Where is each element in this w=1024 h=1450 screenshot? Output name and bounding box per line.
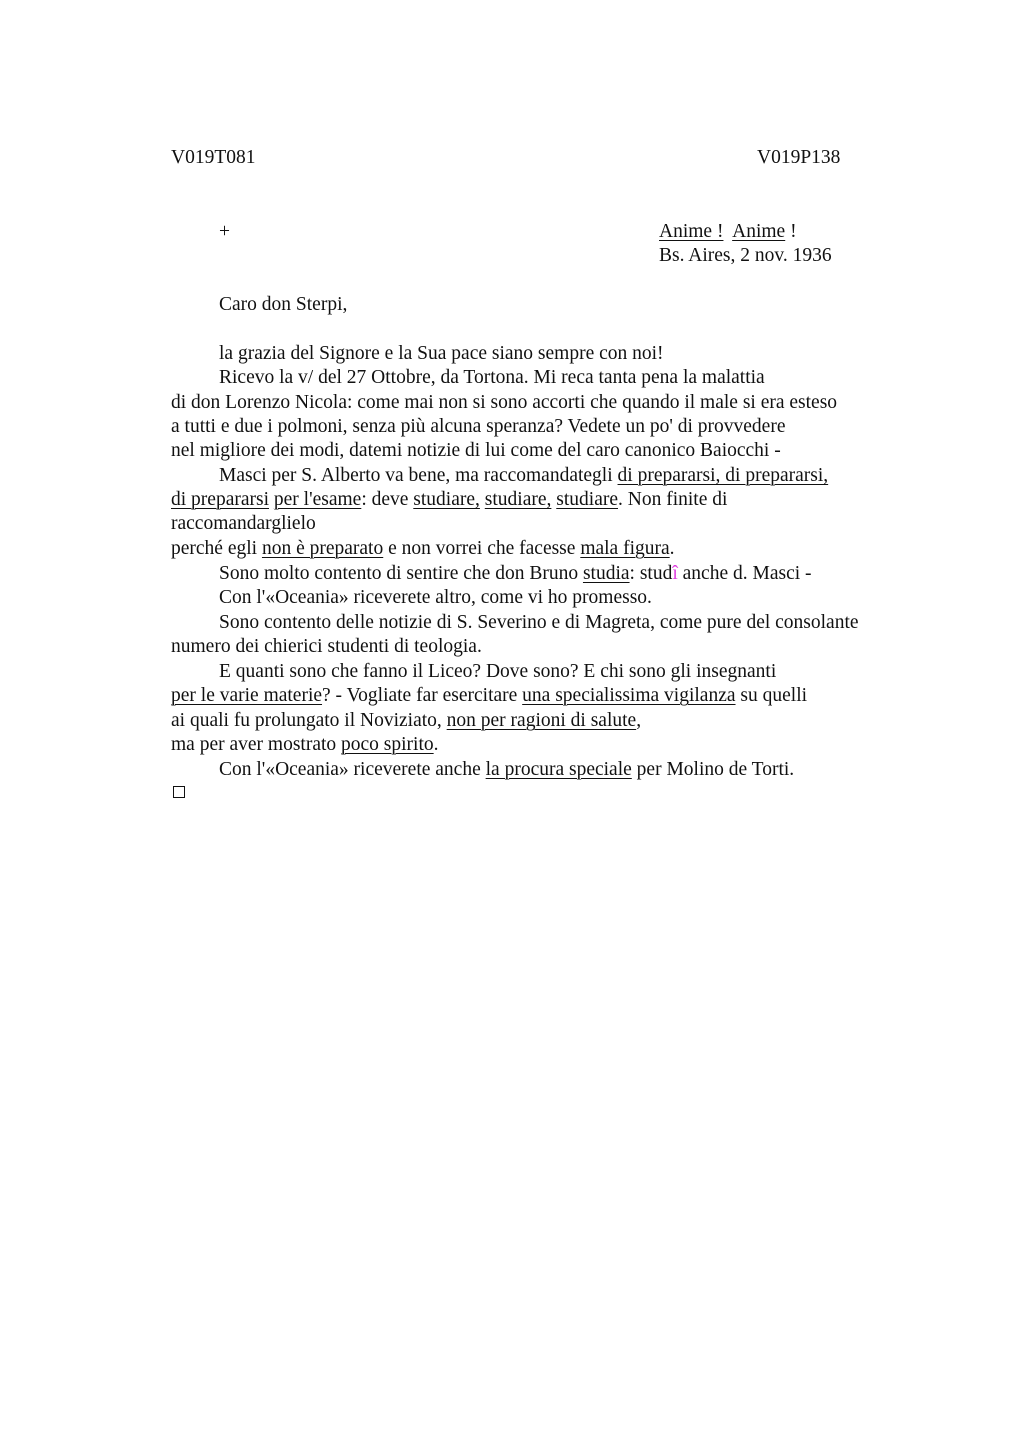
end-box-icon xyxy=(173,786,185,799)
body-line-9-text-1: perché egli xyxy=(171,538,262,559)
document-code-right: V019P138 xyxy=(757,147,841,168)
document-code-left: V019T081 xyxy=(171,147,256,168)
body-line-4: a tutti e due i polmoni, senza più alcuna speranza? Vedete un po' di provvedere xyxy=(171,416,786,437)
body-line-2: Ricevo la v/ del 27 Ottobre, da Tortona. Mi reca tanta pena la malattia xyxy=(219,367,765,388)
body-line-15-text-1: ? - Vogliate far esercitare xyxy=(322,685,523,706)
body-line-7-underlined-5: studiare xyxy=(556,489,618,510)
body-line-6-text: Masci per S. Alberto va bene, ma raccomandategli xyxy=(219,465,618,486)
body-line-7-text-1: : deve xyxy=(361,489,414,510)
body-line-5: nel migliore dei modi, datemi notizie di lui come del caro canonico Baiocchi - xyxy=(171,440,781,461)
body-line-12: Sono contento delle notizie di S. Severino e di Magreta, come pure del consolante xyxy=(219,612,859,633)
body-line-16-underlined: non per ragioni di salute xyxy=(446,710,637,731)
body-line-18-underlined: la procura speciale xyxy=(485,759,632,780)
body-line-17-underlined: poco spirito xyxy=(341,734,434,755)
motto-part-1: Anime ! xyxy=(659,221,724,242)
body-line-9-underlined-2: mala figura xyxy=(580,538,670,559)
body-line-7-underlined-2: per l'esame xyxy=(273,489,362,510)
place-date: Bs. Aires, 2 nov. 1936 xyxy=(659,245,832,266)
body-line-16 xyxy=(171,709,641,733)
body-line-7-text-2: . Non finite di xyxy=(618,489,728,510)
salutation: Caro don Sterpi, xyxy=(219,294,348,315)
body-line-18 xyxy=(219,758,794,782)
body-line-10-text-3: anche d. Masci - xyxy=(677,563,812,584)
body-line-10-text-2: : stud xyxy=(629,563,673,584)
motto xyxy=(659,220,797,244)
body-line-3: di don Lorenzo Nicola: come mai non si sono accorti che quando il male si era esteso xyxy=(171,392,838,413)
body-line-9-underlined-1: non è preparato xyxy=(261,538,384,559)
body-line-15 xyxy=(171,684,807,708)
body-line-7 xyxy=(171,488,727,512)
body-line-17-text-1: ma per aver mostrato xyxy=(171,734,342,755)
body-line-16-text-2: , xyxy=(636,710,642,731)
body-line-10-text-1: Sono molto contento di sentire che don Bruno xyxy=(219,563,583,584)
body-line-1: la grazia del Signore e la Sua pace siano sempre con noi! xyxy=(219,343,664,364)
highlighted-character: î xyxy=(672,563,678,584)
body-line-10 xyxy=(219,562,812,586)
motto-part-2: Anime xyxy=(732,221,786,242)
body-line-9 xyxy=(171,537,675,561)
body-line-10-underlined: studia xyxy=(582,563,630,584)
body-line-15-underlined-2: una specialissima vigilanza xyxy=(522,685,736,706)
motto-part-3: ! xyxy=(790,221,797,242)
body-line-6 xyxy=(219,464,828,488)
body-line-7-underlined-4: studiare, xyxy=(484,489,552,510)
body-line-17-text-2: . xyxy=(433,734,439,755)
body-line-15-underlined-1: per le varie materie xyxy=(171,685,323,706)
body-line-14: E quanti sono che fanno il Liceo? Dove sono? E chi sono gli insegnanti xyxy=(219,661,777,682)
body-line-13: numero dei chierici studenti di teologia. xyxy=(171,636,482,657)
body-line-18-text-1: Con l'«Oceania» riceverete anche xyxy=(219,759,486,780)
body-line-15-text-2: su quelli xyxy=(735,685,808,706)
body-line-9-text-3: . xyxy=(669,538,675,559)
cross-symbol: + xyxy=(219,221,230,242)
body-line-9-text-2: e non vorrei che facesse xyxy=(383,538,581,559)
body-line-7-underlined-1: di prepararsi xyxy=(171,489,269,510)
body-line-6-underlined: di prepararsi, di prepararsi, xyxy=(617,465,829,486)
body-line-16-text-1: ai quali fu prolungato il Noviziato, xyxy=(171,710,447,731)
body-line-17 xyxy=(171,733,439,757)
square-icon xyxy=(173,786,185,798)
body-line-11: Con l'«Oceania» riceverete altro, come vi ho promesso. xyxy=(219,587,652,608)
body-line-8: raccomandarglielo xyxy=(171,513,316,534)
body-line-7-underlined-3: studiare, xyxy=(413,489,480,510)
body-line-18-text-2: per Molino de Torti. xyxy=(631,759,795,780)
